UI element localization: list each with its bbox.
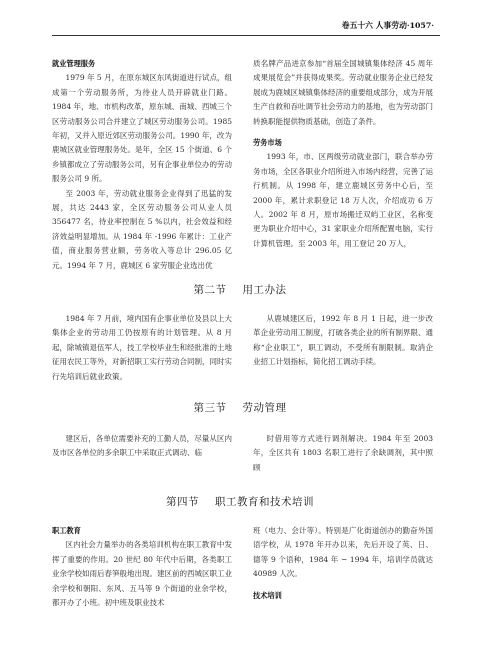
paragraph: 至 2003 年，劳动就业服务企业得到了迅猛的发展，共达 2443 家，全区劳动服务公司从业人员 356477 名，待业率控制在 5 %以内，社会效益和经济效益明显增加。从 1984 年 -1996 年累计：工业产值，商业服务营业额，劳务收入等总计 296.05 亿元。1994 年 7 月，鹿城区 6 家劳服企业选出优 [52,188,232,270]
paragraph: 班（电力、会计等）。特别是广化街道创办的勤奋外国语学校，从 1978 年开办以来，先后开设了英、日、德等 9 个语种，1984 年 ~ 1994 年，培训学员就达 40989 人次。 [253,526,433,579]
header-rule [52,35,440,36]
paragraph: 区内社会力量举办的各类培训机构在职工教育中发挥了重要的作用。20 世纪 80 年代中后期，各类职工业余学校如雨后春笋般地出现。建区前的西城区职工业余学校和朝阳、东风、五马等 9 个街道的业余学校，都开办了小班。初中班及职业技术 [52,540,232,608]
spacer [253,129,433,136]
subheading: 就业管理服务 [52,59,96,68]
paragraph: 质名牌产品进京参加“首届全国城镇集体经济 45 周年成果展览会”并获得成果奖。劳动就业服务企业已经发展成为鹿城区城镇集体经济的重要组成部分，成为开展生产自救和吞吐调节社会劳动力的基地，也为劳动部门转换职能提供物质基础，创造了条件。 [253,59,433,126]
section-number: 第二节 [193,284,227,296]
page-header [0,20,480,34]
paragraph: 1984 年 7 月前，境内国有企事业单位及县以上大集体企业的劳动用工仍按原有的计划管理。从 8 月起，除城镇退伍军人，技工学校毕业生和经批准的土地征用农民工等外，对新招职工实行劳动合同制，同时实行先培训后就业政策。 [52,314,232,381]
part4-right-column [253,524,433,603]
running-head: 卷五十六 人事劳动·1057· [341,21,434,30]
part2-left-column [52,312,232,384]
part3-right-column [253,432,433,475]
paragraph: 1979 年 5 月，在原东城区东风街道进行试点，组成第一个劳动服务所，为待业人员开辟就业门路。1984 年，地、市机构改革，原东城、南城、西城三个区劳动服务公司合并建立了城区劳动服务公司。1985 年初，又并入原近郊区劳动服务公司。1990 年，改为鹿城区就业管理服务处。是年，全区 15 个街道、6 个乡镇都成立了劳动服务公司，另有企事业单位办的劳动服务公司 9 所。 [52,73,232,184]
subheading: 技术培训 [253,590,282,600]
section-title: 职工教育和技术培训 [215,496,314,508]
section-heading-2 [0,282,480,297]
section-title: 用工办法 [242,284,287,296]
subheading: 职工教育 [52,526,81,535]
section-number: 第三节 [193,402,227,414]
spacer [253,582,433,589]
paragraph: 从鹿城建区后，1992 年 8 月 1 日起，进一步改革企业劳动用工制度，打破各类企业的所有制界限、通称“企业职工”，职工调动，不受所有制限制。取消企业招工计划指标，简化招工调动手续。 [253,314,433,367]
paragraph: 时借用等方式进行调剂解决。1984 年至 2003 年，全区共有 1803 名职工进行了余缺调剂，其中照顾 [253,434,433,472]
section-title: 劳动管理 [242,402,287,414]
part1-right-column [253,57,433,251]
part4-left-column [52,524,232,610]
section-heading-4 [0,494,480,509]
section-heading-3 [0,400,480,415]
part3-left-column [52,432,232,461]
subheading: 劳务市场 [253,138,282,148]
paragraph: 建区后，各单位需要补充的工勤人员，尽量从区内及市区各单位的多余职工中采取正式调动、临 [52,434,232,458]
paragraph: 1993 年，市、区两级劳动就业部门，联合举办劳务市场，全区各职业介绍所进入市场内经营，完善了运行机制。从 1998 年，建立鹿城区劳务中心后，至 2000 年，累计求职登记 18 万人次，介绍成功 6 万人。2002 年 8 月，原市场搬迁双屿工业区，名称变更为职业介绍中心，31 家职业介绍所配置电脑，实行计算机管理。至 2003 年，用工登记 20 万人， [253,152,433,248]
part2-right-column [253,312,433,370]
part1-left-column [52,57,232,273]
section-number: 第四节 [166,496,199,508]
